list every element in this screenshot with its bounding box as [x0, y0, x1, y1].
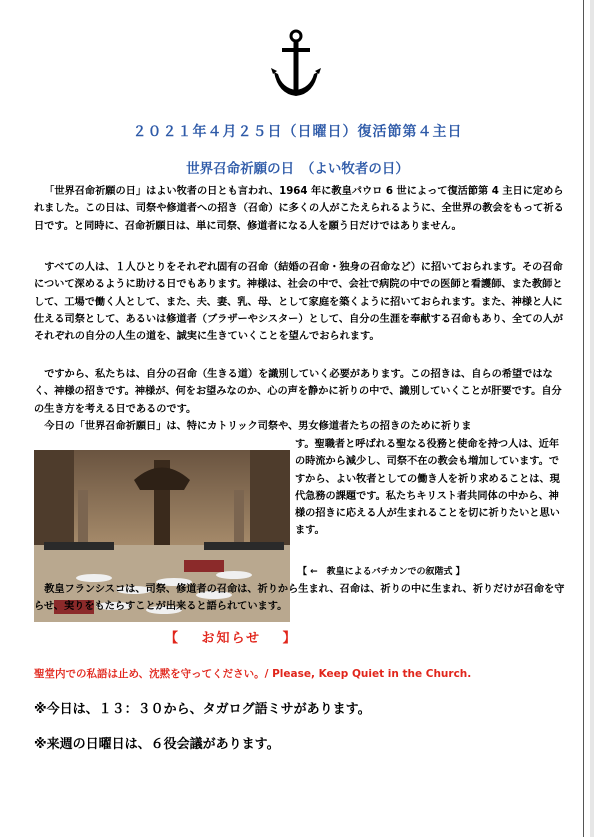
- anchor-icon: [270, 28, 322, 100]
- wrapped-paragraph: す。聖職者と呼ばれる聖なる役務と使命を持つ人は、近年の時流から減少し、司祭不在の教会も増加しています。ですから、よい牧者としての働き人を祈り求めることは、現代急務の課題です。私たちキリスト者共同体の中から、神様の招きに応える人が生まれることを切に祈りたいと思います。: [295, 439, 560, 537]
- paragraph-2: すべての人は、１人ひとりをそれぞれ固有の召命（結婚の召命・独身の召命など）に招いておられます。その召命について深めるように助ける日でもあります。神様は、社会の中で、会社で病院の中での医師と看護師、また教師として、工場で働く人として、また、夫、妻、乳、母、として家庭を築くように招いておられます。また、神様と人に仕える司祭として、あるいは修道者（ブラザーやシスター）として、自分の生涯を奉献する召命もあり、全ての人がそれぞれの自分の人生の道を、誠実に生きていくことを望んでおられます。: [34, 262, 564, 343]
- photo-caption: 【 ← 教皇によるバチカンでの叙階式 】: [298, 567, 465, 577]
- date-title: ２０２１年４月２５日（日曜日）復活節第４主日: [132, 124, 463, 140]
- paragraph-3: ですから、私たちは、自分の召命（生きる道）を識別していく必要があります。この招きは、自らの希望ではなく、神様の招きです。神様が、何をお望みなのか、心の声を静かに祈りの中で、識別していくことが肝要です。自分の生き方を考える日であるのです。: [34, 369, 562, 415]
- notice-heading: 【 お知らせ 】: [165, 631, 298, 646]
- announcement-1: ※今日は、１３：３０から、タガログ語ミサがあります。: [34, 702, 371, 717]
- quiet-notice: 聖堂内での私語は止め、沈黙を守ってください。/ Please, Keep Quiet in the Church.: [34, 668, 472, 680]
- paragraph-1: 「世界召命祈願の日」はよい牧者の日とも言われ、1964 年に教皇パウロ 6 世によって復活節第 4 主日に定められました。この日は、司祭や修道者への招き（召命）に多くの人がこたえられるように、全世界の教会をもって祈る日です。と同時に、召命祈願日は、単に司祭、修道者になる人を願う日だけではありません。: [34, 186, 564, 232]
- announcement-2: ※来週の日曜日は、６役会議があります。: [34, 737, 280, 752]
- paragraph-4: 今日の「世界召命祈願日」は、特にカトリック司祭や、男女修道者たちの招きのために祈りま: [44, 421, 472, 432]
- sub-title: 世界召命祈願の日 （よい牧者の日）: [186, 161, 409, 177]
- paragraph-5: 教皇フランシスコは、司祭、修道者の召命は、祈りから生まれ、召命は、祈りの中に生まれ、祈りだけが召命を守らせ、実りをもたらすことが出来ると語られています。: [34, 584, 565, 613]
